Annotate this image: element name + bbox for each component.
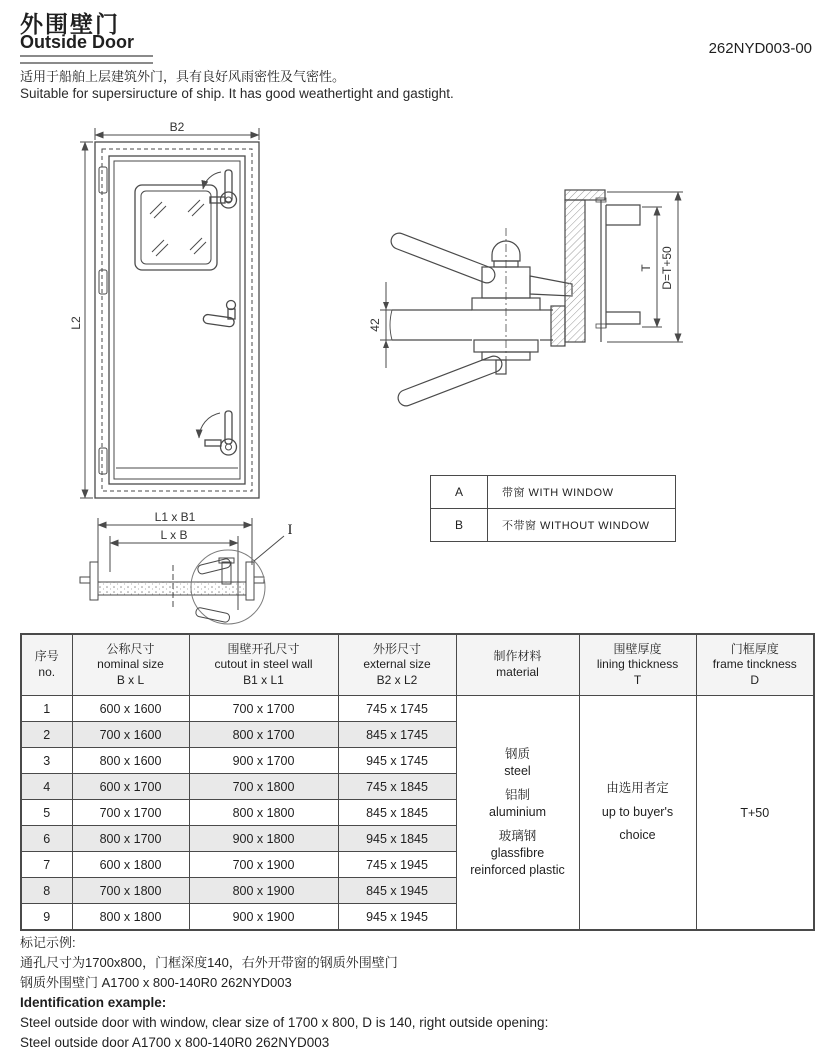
col-header-material: 制作材料 material — [456, 634, 579, 696]
identification-example — [20, 933, 548, 1050]
variant-key: A — [431, 476, 488, 508]
doc-code: 262NYD003-00 — [708, 40, 812, 57]
note-zh-title: 标记示例: — [20, 935, 76, 950]
bottom-dog-handle — [199, 411, 237, 455]
col-header-no: 序号 no. — [21, 634, 72, 696]
frame-wall-section — [565, 190, 640, 342]
spec-table-header-row — [21, 634, 814, 696]
lever-handle — [203, 301, 236, 328]
spec-table — [20, 633, 815, 931]
col-header-cutout: 围壁开孔尺寸 cutout in steel wall B1 x L1 — [189, 634, 338, 696]
dim-l1b1-label: L1 x B1 — [154, 510, 196, 524]
hinge-icons — [99, 167, 107, 474]
note-en-line1: Steel outside door with window, clear size of 1700 x 800, D is 140, right outside opening: — [20, 1015, 549, 1030]
page-title-zh: 外围壁门 — [20, 11, 120, 37]
handle-section-dimensions — [380, 192, 683, 368]
col-header-nominal: 公称尺寸 nominal size B x L — [72, 634, 189, 696]
table-row: 8 700 x 1800 800 x 1900 845 x 1945 — [21, 878, 814, 904]
note-zh-line2: 钢质外围壁门 A1700 x 800-140R0 262NYD003 — [20, 975, 292, 990]
table-row: 7 600 x 1800 700 x 1900 745 x 1945 — [21, 852, 814, 878]
variant-row-with-window — [431, 476, 675, 508]
dim-lb-label: L x B — [160, 528, 188, 542]
table-row: 9 800 x 1800 900 x 1900 945 x 1945 — [21, 904, 814, 931]
material-cell: 钢质 steel 铝制 aluminium 玻璃钢 glassfibre reinforced plastic — [456, 696, 579, 931]
table-row: 6 800 x 1700 900 x 1800 945 x 1845 — [21, 826, 814, 852]
description-en: Suitable for supersiructure of ship. It has good weathertight and gastight. — [20, 86, 454, 101]
page-title-en: Outside Door — [20, 32, 135, 52]
door-front-view — [95, 142, 259, 498]
dim-t-label: T — [639, 264, 653, 272]
note-zh-line1: 通孔尺寸为1700x800，门框深度140，右外开带窗的钢质外围壁门 — [20, 955, 398, 970]
handle-section-view — [389, 190, 640, 408]
col-header-external: 外形尺寸 external size B2 x L2 — [338, 634, 456, 696]
dim-42-label: 42 — [368, 318, 382, 332]
top-dog-handle — [203, 170, 237, 208]
col-header-frame: 门框厚度 frame tinckness D — [696, 634, 814, 696]
title-underline — [20, 55, 153, 64]
note-en-line2: Steel outside door A1700 x 800-140R0 262NYD003 — [20, 1035, 330, 1050]
dim-b2-label: B2 — [169, 120, 185, 134]
lining-cell: 由选用者定 up to buyer's choice — [579, 696, 696, 931]
description-zh: 适用于船舶上层建筑外门，具有良好风雨密性及气密性。 — [20, 69, 346, 84]
frame-cell: T+50 — [696, 696, 814, 931]
dim-d-label: D=T+50 — [660, 246, 674, 290]
variant-row-without-window — [431, 508, 675, 541]
table-row: 5 700 x 1700 800 x 1800 845 x 1845 — [21, 800, 814, 826]
dim-l2-label: L2 — [69, 316, 83, 330]
variant-label: 不带窗 WITHOUT WINDOW — [502, 520, 650, 532]
door-window — [135, 185, 217, 270]
table-row: 2 700 x 1600 800 x 1700 845 x 1745 — [21, 722, 814, 748]
table-row: 3 800 x 1600 900 x 1700 945 x 1745 — [21, 748, 814, 774]
glass-marks — [150, 200, 206, 256]
col-header-lining: 围壁厚度 lining thickness T — [579, 634, 696, 696]
detail-ref-label: I — [287, 522, 293, 538]
table-row: 1 600 x 1600 700 x 1700 745 x 1745 钢质 steel 铝制 aluminium 玻璃钢 glassfibre reinforced plastic 由选用者定 up to buyer's choice T+50 — [21, 696, 814, 722]
variant-key: B — [431, 509, 488, 541]
technical-drawing — [0, 110, 830, 630]
table-row: 4 600 x 1700 700 x 1800 745 x 1845 — [21, 774, 814, 800]
variant-label: 带窗 WITH WINDOW — [502, 487, 614, 499]
variant-table — [430, 475, 676, 542]
note-en-title: Identification example: — [20, 995, 167, 1010]
